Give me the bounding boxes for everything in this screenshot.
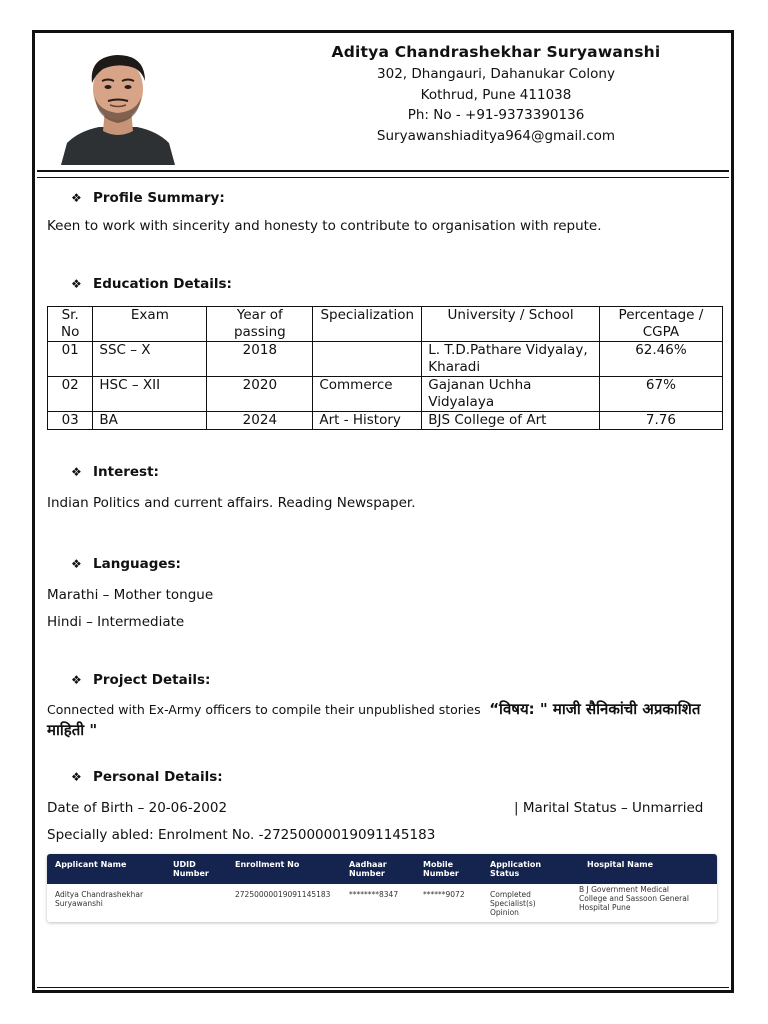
- education-table: [47, 306, 723, 430]
- header-divider-thin: [37, 177, 729, 178]
- address-line-2: Kothrud, Pune 411038: [420, 86, 572, 103]
- language-marathi: Marathi – Mother tongue: [47, 587, 214, 603]
- header-hospital: Hospital Name: [587, 860, 654, 869]
- language-hindi: Hindi – Intermediate: [47, 614, 185, 630]
- header-applicant-name: Applicant Name: [55, 860, 127, 869]
- personal-heading: ❖ Personal Details:: [71, 769, 223, 785]
- table-row: [48, 377, 723, 412]
- interest-heading: ❖ Interest:: [71, 464, 159, 480]
- table-cell: 2018: [207, 342, 313, 377]
- col-exam: Exam: [93, 307, 207, 342]
- table-cell: 2020: [207, 377, 313, 412]
- table-cell: BJS College of Art: [422, 412, 600, 430]
- languages-heading: ❖ Languages:: [71, 556, 181, 572]
- table-cell: HSC – XII: [93, 377, 207, 412]
- applicant-name: Aditya Chandrashekhar Suryawanshi: [331, 43, 661, 61]
- address-line-1: 302, Dhangauri, Dahanukar Colony: [377, 66, 615, 82]
- udid-status-table: [47, 854, 717, 922]
- table-cell: 01: [48, 342, 93, 377]
- specially-abled-enrolment: Specially abled: Enrolment No. -27250000019091145183: [47, 827, 436, 843]
- col-university: University / School: [422, 307, 600, 342]
- table-cell: [313, 342, 422, 377]
- date-of-birth: Date of Birth – 20-06-2002: [47, 800, 228, 816]
- diamond-bullet-icon: ❖: [71, 673, 82, 687]
- education-heading: ❖ Education Details:: [71, 276, 232, 292]
- table-cell: Art - History: [313, 412, 422, 430]
- header-udid: UDID Number: [173, 860, 209, 878]
- table-cell: 7.76: [599, 412, 722, 430]
- cell-status: Completed Specialist(s) Opinion: [490, 890, 536, 917]
- project-title-marathi: “विषय: " माजी सैनिकांची अप्रकाशित: [489, 700, 701, 718]
- cell-applicant-name: Aditya Chandrashekhar Suryawanshi: [55, 890, 144, 908]
- col-percentage: Percentage / CGPA: [599, 307, 722, 342]
- table-cell: 67%: [599, 377, 722, 412]
- table-cell: Gajanan Uchha Vidyalaya: [422, 377, 600, 412]
- interest-text: Indian Politics and current affairs. Reading Newspaper.: [47, 495, 416, 511]
- contact-header: [331, 43, 661, 146]
- col-specialization: Specialization: [313, 307, 422, 342]
- udid-table-header: [47, 854, 717, 884]
- diamond-bullet-icon: ❖: [71, 191, 82, 205]
- table-row: [48, 412, 723, 430]
- resume-page: [32, 30, 734, 993]
- header-mobile: Mobile Number: [423, 860, 459, 878]
- header-enrollment: Enrollment No: [235, 860, 300, 869]
- profile-photo: [59, 47, 177, 165]
- table-row: [48, 342, 723, 377]
- profile-summary-text: Keen to work with sincerity and honesty to contribute to organisation with repute.: [47, 218, 602, 234]
- table-cell: L. T.D.Pathare Vidyalay, Kharadi: [422, 342, 600, 377]
- diamond-bullet-icon: ❖: [71, 465, 82, 479]
- table-cell: Commerce: [313, 377, 422, 412]
- table-cell: BA: [93, 412, 207, 430]
- diamond-bullet-icon: ❖: [71, 277, 82, 291]
- phone-number: Ph: No - +91-9373390136: [407, 107, 585, 124]
- cell-aadhaar: ********8347: [349, 890, 399, 899]
- project-text: [47, 699, 727, 741]
- cell-enrollment: 27250000019091145183: [235, 890, 331, 899]
- table-cell: SSC – X: [93, 342, 207, 377]
- col-year: Year of passing: [207, 307, 313, 342]
- table-header-row: [48, 307, 723, 342]
- cell-hospital: B J Government Medical College and Sassoon General Hospital Pune: [579, 885, 689, 912]
- table-cell: 03: [48, 412, 93, 430]
- diamond-bullet-icon: ❖: [71, 770, 82, 784]
- project-heading: ❖ Project Details:: [71, 672, 211, 688]
- email-address: Suryawanshiaditya964@gmail.com: [376, 127, 616, 144]
- table-cell: 02: [48, 377, 93, 412]
- cell-mobile: ******9072: [423, 890, 465, 899]
- header-aadhaar: Aadhaar Number: [349, 860, 387, 878]
- col-sr-no: Sr. No: [48, 307, 93, 342]
- marital-status: | Marital Status – Unmarried: [514, 800, 704, 816]
- table-cell: 62.46%: [599, 342, 722, 377]
- header-divider: [37, 170, 729, 172]
- profile-summary-heading: ❖ Profile Summary:: [71, 190, 225, 206]
- project-description: Connected with Ex-Army officers to compile their unpublished stories: [47, 702, 481, 717]
- table-cell: 2024: [207, 412, 313, 430]
- header-status: Application Status: [490, 860, 542, 878]
- project-title-marathi-cont: माहिती ": [47, 721, 98, 739]
- diamond-bullet-icon: ❖: [71, 557, 82, 571]
